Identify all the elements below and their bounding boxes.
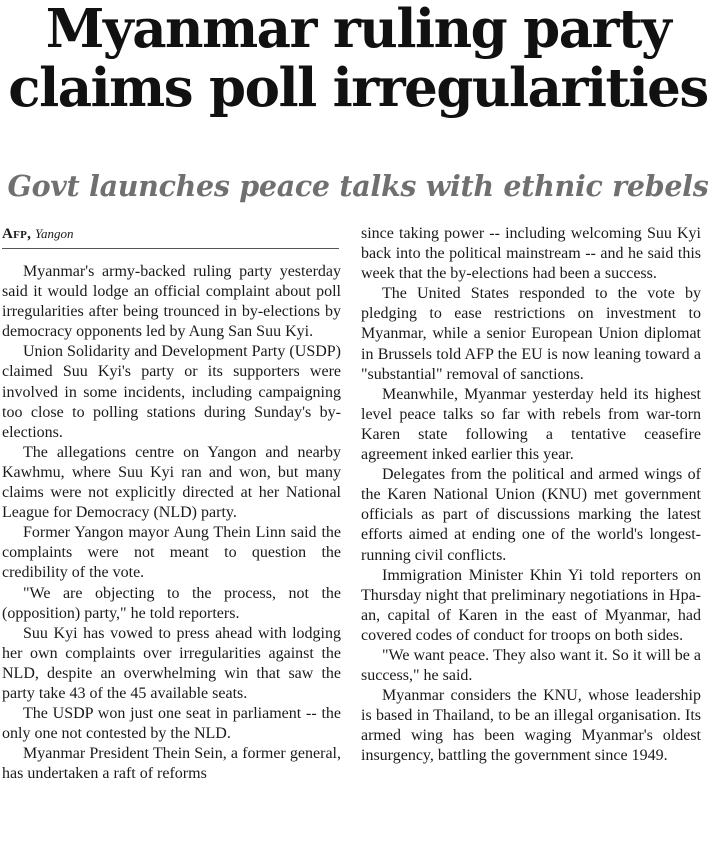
paragraph: "We want peace. They also want it. So it will be a success," he said. xyxy=(361,646,701,685)
paragraph: Myanmar considers the KNU, whose leadership is based in Thailand, to be an illegal organisation. Its armed wing has been waging Myanmar's oldest insurgency, battling the government since 1949. xyxy=(361,687,701,765)
byline-location: Yangon xyxy=(34,226,74,241)
paragraph: Delegates from the political and armed wings of the Karen National Union (KNU) met government officials as part of discussions marking the latest efforts aimed at ending one of the world's longest-running civil conflicts. xyxy=(361,466,701,564)
byline-agency: Afp, xyxy=(2,226,32,242)
paragraph: Myanmar President Thein Sein, a former general, has undertaken a raft of reforms xyxy=(2,745,341,783)
paragraph-continued: since taking power -- including welcoming Suu Kyi back into the political mainstream -- and he said this week that the by-elections had been a success. xyxy=(361,225,701,283)
paragraph: Union Solidarity and Development Party (USDP) claimed Suu Kyi's party or its supporters were involved in some incidents, including campaigning too close to polling stations during Sunday's by-elections. xyxy=(2,343,341,441)
article-column-right xyxy=(361,224,701,767)
byline xyxy=(2,224,339,249)
paragraph: "We are objecting to the process, not the (opposition) party," he told reporters. xyxy=(2,584,341,622)
paragraph: Meanwhile, Myanmar yesterday held its highest level peace talks so far with rebels from war-torn Karen state following a tentative ceasefire agreement inked earlier this year. xyxy=(361,385,701,464)
paragraph: Former Yangon mayor Aung Thein Linn said the complaints were not meant to question the credibility of the vote. xyxy=(2,524,341,582)
subheadline: Govt launches peace talks with ethnic rebels xyxy=(7,169,709,203)
paragraph: Suu Kyi has vowed to press ahead with lodging her own complaints over irregularities against the NLD, despite an overwhelming win that saw the party take 43 of the 45 available seats. xyxy=(2,624,341,702)
paragraph: Immigration Minister Khin Yi told reporters on Thursday night that preliminary negotiations in Hpa-an, capital of Karen in the east of Myanmar, had covered codes of conduct for troops on both sides. xyxy=(361,566,701,644)
headline-line-2: claims poll irregularities xyxy=(8,57,708,119)
headline xyxy=(0,0,716,118)
paragraph: The USDP won just one seat in parliament -- the only one not contested by the NLD. xyxy=(2,705,341,743)
article-column-left xyxy=(2,224,341,784)
paragraph: The United States responded to the vote by pledging to ease restrictions on investment to Myanmar, while a senior European Union diplomat in Brussels told AFP the EU is now leaning toward a "substantial" removal of sanctions. xyxy=(361,285,701,383)
paragraph: The allegations centre on Yangon and nearby Kawhmu, where Suu Kyi ran and won, but many claims were not explicitly directed at her National League for Democracy (NLD) party. xyxy=(2,443,341,522)
headline-line-1: Myanmar ruling party xyxy=(45,0,671,60)
paragraph: Myanmar's army-backed ruling party yesterday said it would lodge an official complaint about poll irregularities after being trounced in by-elections by democracy opponents led by Aung San Suu Kyi. xyxy=(2,263,341,341)
